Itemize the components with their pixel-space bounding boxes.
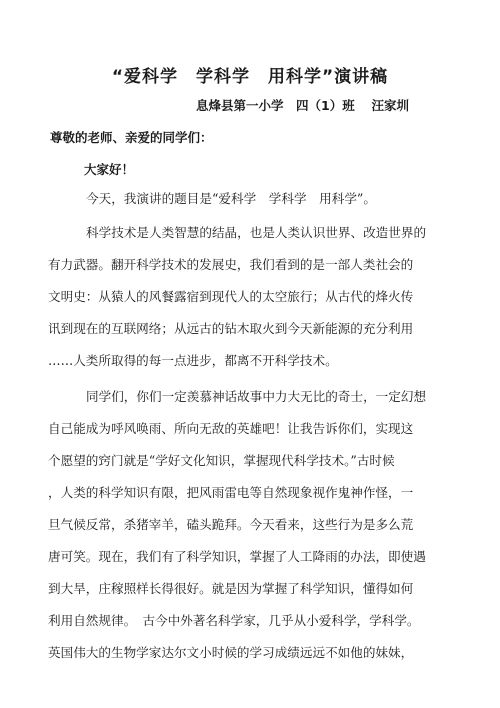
paragraph-line: ，人类的科学知识有限，把风雨雷电等自然现象视作鬼神作怪，一 bbox=[48, 485, 414, 500]
greeting: 大家好！ bbox=[84, 162, 135, 177]
paragraph-line: ……人类所取得的每一点进步，都离不开科学技术。 bbox=[48, 353, 338, 368]
paragraph-line: 英国伟大的生物学家达尔文小时候的学习成绩远远不如他的妹妹， bbox=[48, 645, 414, 660]
paragraph-line: 今天，我演讲的题目是“爱科学 学科学 用科学”。 bbox=[86, 191, 376, 206]
paragraph-line: 同学们，你们一定羡慕神话故事中力大无比的奇士，一定幻想 bbox=[86, 389, 427, 404]
paragraph-line: 利用自然规律。 古今中外著名科学家，几乎从小爱科学，学科学。 bbox=[48, 613, 420, 628]
paragraph-line: 有力武器。翻开科学技术的发展史，我们看到的是一部人类社会的 bbox=[48, 257, 414, 272]
paragraph-line: 自己能成为呼风唤雨、所向无敌的英雄吧！让我告诉你们，实现这 bbox=[48, 421, 414, 436]
paragraph-line: 文明史：从猿人的风餐露宿到现代人的太空旅行；从古代的烽火传 bbox=[48, 289, 414, 304]
paragraph-line: 到大旱，庄稼照样长得很好。就是因为掌握了科学知识，懂得如何 bbox=[48, 581, 414, 596]
salutation: 尊敬的老师、亲爱的同学们： bbox=[50, 130, 213, 145]
document-title: “爱科学 学科学 用科学”演讲稿 bbox=[111, 67, 389, 87]
author-byline: 息烽县第一小学 四（1）班 汪家圳 bbox=[196, 98, 410, 113]
paragraph-line: 讯到现在的互联网络；从远古的钻木取火到今天新能源的充分利用 bbox=[48, 321, 414, 336]
paragraph-line: 科学技术是人类智慧的结晶，也是人类认识世界、改造世界的 bbox=[86, 225, 427, 240]
paragraph-line: 旦气候反常，杀猪宰羊，磕头跪拜。今天看来，这些行为是多么荒 bbox=[48, 517, 414, 532]
paragraph-line: 个愿望的窍门就是“学好文化知识，掌握现代科学技术。”古时候 bbox=[48, 453, 395, 468]
paragraph-line: 唐可笑。现在，我们有了科学知识，掌握了人工降雨的办法，即使遇 bbox=[48, 549, 426, 564]
